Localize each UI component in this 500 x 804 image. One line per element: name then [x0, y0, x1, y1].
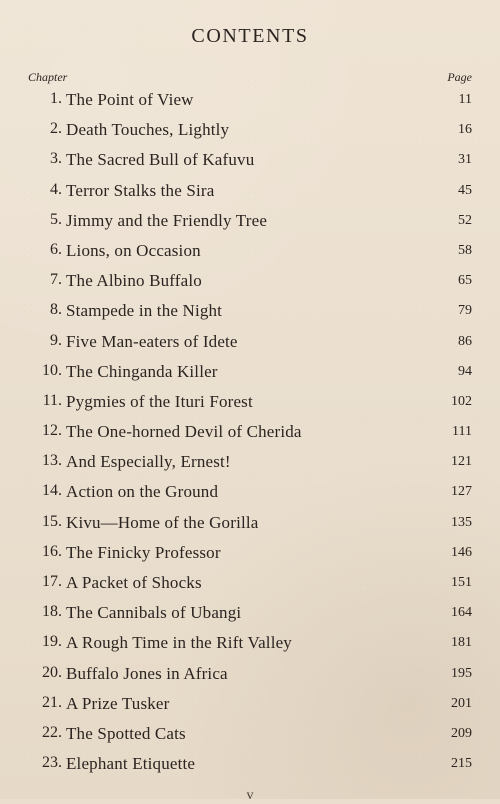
toc-entry — [0, 86, 500, 116]
chapter-number: 12. — [42, 422, 62, 440]
toc-entry — [0, 116, 500, 146]
page-number: 79 — [458, 303, 472, 319]
chapter-number: 9. — [50, 331, 62, 349]
toc-entry — [0, 660, 500, 690]
page-number: 127 — [451, 484, 472, 500]
page-number: 135 — [451, 514, 472, 530]
chapter-title: The One-horned Devil of Cherida — [66, 422, 302, 442]
table-of-contents — [0, 86, 500, 780]
page-number: 86 — [458, 333, 472, 349]
page-column-header: Page — [447, 70, 472, 84]
chapter-title: And Especially, Ernest! — [66, 452, 231, 472]
chapter-title: The Chinganda Killer — [66, 361, 218, 381]
chapter-number: 1. — [50, 90, 62, 107]
chapter-number: 13. — [42, 452, 62, 470]
page-number: 31 — [458, 152, 472, 168]
chapter-title: The Point of View — [66, 90, 194, 109]
chapter-number: 5. — [50, 210, 62, 228]
chapter-column-header: Chapter — [28, 70, 68, 84]
toc-entry — [0, 690, 500, 720]
toc-entry — [0, 539, 500, 569]
page-number: 52 — [458, 212, 472, 228]
chapter-title: The Sacred Bull of Kafuvu — [66, 150, 255, 170]
page-number: 146 — [451, 544, 472, 560]
chapter-title: The Albino Buffalo — [66, 271, 202, 291]
chapter-number: 18. — [42, 603, 62, 621]
page-number: 102 — [451, 393, 472, 409]
chapter-number: 20. — [42, 663, 62, 681]
chapter-title: Kivu—Home of the Gorilla — [66, 512, 259, 532]
chapter-title: The Cannibals of Ubangi — [66, 603, 242, 623]
toc-entry — [0, 237, 500, 267]
toc-entry — [0, 388, 500, 418]
chapter-title: The Spotted Cats — [66, 723, 186, 743]
toc-entry — [0, 448, 500, 478]
page-number: 58 — [458, 242, 472, 258]
chapter-title: Terror Stalks the Sira — [66, 180, 215, 200]
chapter-number: 6. — [50, 240, 62, 258]
chapter-number: 23. — [42, 754, 62, 772]
chapter-title: Death Touches, Lightly — [66, 120, 230, 140]
page-number: 151 — [451, 575, 472, 590]
chapter-title: Buffalo Jones in Africa — [66, 663, 228, 683]
chapter-title: Jimmy and the Friendly Tree — [66, 210, 268, 230]
chapter-title: A Prize Tusker — [66, 693, 170, 713]
page-number: 11 — [458, 92, 472, 107]
chapter-number: 21. — [42, 693, 62, 711]
page-number: 215 — [451, 756, 472, 772]
chapter-number: 22. — [42, 723, 62, 741]
page-number: 65 — [458, 273, 472, 289]
chapter-title: Action on the Ground — [66, 482, 219, 502]
toc-entry — [0, 599, 500, 629]
toc-entry — [0, 509, 500, 539]
chapter-number: 17. — [42, 573, 62, 590]
toc-entry — [0, 418, 500, 448]
toc-entry — [0, 297, 500, 327]
page-number: 201 — [451, 695, 472, 711]
toc-entry — [0, 267, 500, 297]
page-number: 121 — [451, 454, 472, 470]
chapter-title: Elephant Etiquette — [66, 754, 196, 774]
page-number: 111 — [452, 424, 472, 440]
toc-entry — [0, 146, 500, 176]
chapter-number: 8. — [50, 301, 62, 319]
chapter-number: 11. — [42, 391, 62, 409]
chapter-number: 10. — [42, 361, 62, 379]
chapter-number: 15. — [42, 512, 62, 530]
chapter-number: 14. — [42, 482, 62, 500]
page-number: 45 — [458, 182, 472, 198]
page-number: 195 — [451, 665, 472, 681]
chapter-title: The Finicky Professor — [66, 542, 221, 562]
toc-entry — [0, 750, 500, 780]
toc-entry — [0, 629, 500, 659]
chapter-title: A Packet of Shocks — [66, 573, 202, 592]
page-number: 181 — [451, 635, 472, 651]
toc-entry — [0, 207, 500, 237]
chapter-title: Stampede in the Night — [66, 301, 223, 321]
chapter-title: Pygmies of the Ituri Forest — [66, 391, 253, 411]
page-number: 94 — [458, 363, 472, 379]
page-number: 16 — [458, 122, 472, 138]
chapter-number: 4. — [50, 180, 62, 198]
toc-entry — [0, 720, 500, 750]
toc-entry — [0, 358, 500, 388]
chapter-title: Lions, on Occasion — [66, 240, 201, 260]
page-mark: v — [246, 788, 254, 803]
toc-entry — [0, 177, 500, 207]
chapter-title: Five Man-eaters of Idete — [66, 331, 238, 351]
chapter-number: 16. — [42, 542, 62, 560]
chapter-title: A Rough Time in the Rift Valley — [66, 633, 292, 653]
toc-entry — [0, 478, 500, 508]
chapter-number: 2. — [50, 120, 62, 138]
page-number: 164 — [451, 605, 472, 621]
toc-entry — [0, 328, 500, 358]
page-title: CONTENTS — [191, 25, 309, 47]
chapter-number: 3. — [50, 150, 62, 168]
chapter-number: 7. — [50, 271, 62, 289]
page-number: 209 — [451, 725, 472, 741]
chapter-number: 19. — [42, 633, 62, 651]
toc-entry — [0, 569, 500, 599]
